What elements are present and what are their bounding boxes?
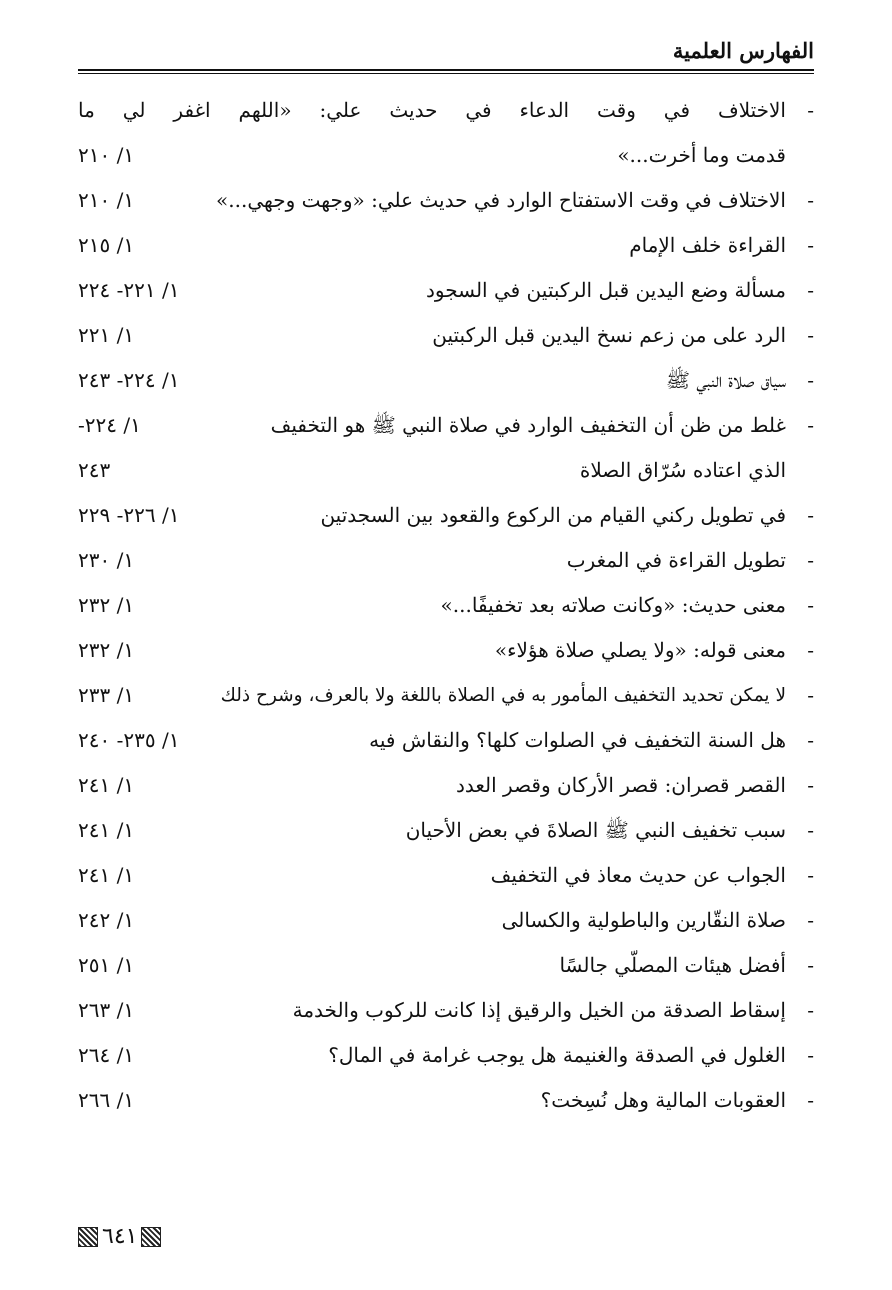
index-entry xyxy=(78,493,814,538)
entry-text: في تطويل ركني القيام من الركوع والقعود بين السجدتين xyxy=(320,503,786,527)
entry-dash: - xyxy=(807,638,814,662)
entry-page-ref-start: ١/ ٢٢٤- xyxy=(78,413,141,437)
entry-text: معنى قوله: «ولا يصلي صلاة هؤلاء» xyxy=(494,638,786,662)
entry-page-ref: ١/ ٢٣٠ xyxy=(78,548,135,572)
index-entry xyxy=(78,583,814,628)
page-number: ٦٤١ xyxy=(102,1224,138,1249)
entry-text-continued: قدمت وما أخرت...» xyxy=(617,143,786,167)
header-rule-thick xyxy=(78,69,814,71)
entry-text: الرد على من زعم نسخ اليدين قبل الركبتين xyxy=(432,323,786,347)
index-entry xyxy=(78,538,814,583)
index-entry xyxy=(78,628,814,673)
entry-page-ref: ١/ ٢١٠ xyxy=(78,188,135,212)
index-entry xyxy=(78,763,814,808)
entry-text: غلط من ظن أن التخفيف الوارد في صلاة النبي ﷺ هو التخفيف xyxy=(270,413,786,437)
index-entry xyxy=(78,268,814,313)
entry-dash: - xyxy=(807,953,814,977)
entry-text: الاختلاف في وقت الدعاء في حديث علي: «اللهم اغفر لي ما xyxy=(78,98,786,122)
ornament-left-icon xyxy=(141,1227,161,1247)
entry-text: الغلول في الصدقة والغنيمة هل يوجب غرامة في المال؟ xyxy=(328,1043,786,1067)
entry-page-ref: ١/ ٢٢٦- ٢٢٩ xyxy=(78,503,180,527)
entry-dash: - xyxy=(807,683,814,707)
entry-page-ref: ١/ ٢٢٤- ٢٤٣ xyxy=(78,368,180,392)
entry-page-ref: ١/ ٢٤١ xyxy=(78,863,135,887)
entry-page-ref: ١/ ٢٦٣ xyxy=(78,998,135,1022)
entry-text-continued: الذي اعتاده سُرّاق الصلاة xyxy=(579,458,786,482)
index-entry xyxy=(78,313,814,358)
entry-text: الجواب عن حديث معاذ في التخفيف xyxy=(490,863,786,887)
entry-text: الاختلاف في وقت الاستفتاح الوارد في حديث علي: «وجهت وجهي...» xyxy=(216,188,786,212)
entry-dash: - xyxy=(807,1088,814,1112)
entry-dash: - xyxy=(807,98,814,122)
index-entry xyxy=(78,358,814,403)
entry-dash: - xyxy=(807,323,814,347)
entry-dash: - xyxy=(807,1043,814,1067)
entry-dash: - xyxy=(807,413,814,437)
index-entry xyxy=(78,853,814,898)
entry-page-ref: ١/ ٢٤٢ xyxy=(78,908,135,932)
entry-dash: - xyxy=(807,233,814,257)
entry-page-ref: ١/ ٢٥١ xyxy=(78,953,135,977)
index-entry xyxy=(78,403,814,493)
index-entry xyxy=(78,718,814,763)
entry-text: معنى حديث: «وكانت صلاته بعد تخفيفًا...» xyxy=(440,593,786,617)
entry-text: سبب تخفيف النبي ﷺ الصلاةَ في بعض الأحيان xyxy=(405,818,786,842)
entry-page-ref: ١/ ٢٣٥- ٢٤٠ xyxy=(78,728,180,752)
header-rule-thin xyxy=(78,73,814,74)
entry-dash: - xyxy=(807,368,814,392)
entry-page-ref: ١/ ٢٤١ xyxy=(78,773,135,797)
entry-dash: - xyxy=(807,728,814,752)
entry-text: إسقاط الصدقة من الخيل والرقيق إذا كانت للركوب والخدمة xyxy=(292,998,786,1022)
page-title: الفهارس العلمية xyxy=(672,38,814,63)
entry-dash: - xyxy=(807,773,814,797)
entry-dash: - xyxy=(807,908,814,932)
index-entry xyxy=(78,1033,814,1078)
entry-page-ref: ١/ ٢٢١- ٢٢٤ xyxy=(78,278,180,302)
entry-page-ref: ١/ ٢١٠ xyxy=(78,143,135,167)
entry-text: تطويل القراءة في المغرب xyxy=(566,548,786,572)
entry-text: القصر قصران: قصر الأركان وقصر العدد xyxy=(455,773,786,797)
entry-text: صلاة النقّارين والباطولية والكسالى xyxy=(501,908,786,932)
ornament-right-icon xyxy=(78,1227,98,1247)
entry-dash: - xyxy=(807,503,814,527)
index-entry xyxy=(78,673,814,718)
page-footer xyxy=(78,1224,161,1250)
page-header xyxy=(78,34,814,68)
index-entry xyxy=(78,223,814,268)
entry-page-ref: ١/ ٢٣٢ xyxy=(78,593,135,617)
entry-dash: - xyxy=(807,998,814,1022)
entry-page-ref: ٢٤٣ xyxy=(78,458,111,482)
entry-page-ref: ١/ ٢٣٢ xyxy=(78,638,135,662)
entry-text: هل السنة التخفيف في الصلوات كلها؟ والنقاش فيه xyxy=(369,728,786,752)
entry-text: سياق صلاة النبي ﷺ xyxy=(665,368,786,392)
entry-page-ref: ١/ ٢٢١ xyxy=(78,323,135,347)
index-page xyxy=(78,34,814,1254)
index-entry xyxy=(78,1078,814,1123)
index-entry xyxy=(78,898,814,943)
entry-text: أفضل هيئات المصلّي جالسًا xyxy=(559,953,786,977)
entry-page-ref: ١/ ٢٣٣ xyxy=(78,683,135,707)
index-entries xyxy=(78,88,814,1123)
entry-text: العقوبات المالية وهل نُسِخت؟ xyxy=(540,1088,786,1112)
entry-dash: - xyxy=(807,278,814,302)
entry-page-ref: ١/ ٢٦٦ xyxy=(78,1088,135,1112)
index-entry xyxy=(78,808,814,853)
entry-page-ref: ١/ ٢٤١ xyxy=(78,818,135,842)
entry-dash: - xyxy=(807,188,814,212)
entry-dash: - xyxy=(807,818,814,842)
entry-page-ref: ١/ ٢١٥ xyxy=(78,233,135,257)
index-entry xyxy=(78,88,814,178)
entry-page-ref: ١/ ٢٦٤ xyxy=(78,1043,135,1067)
index-entry xyxy=(78,988,814,1033)
entry-dash: - xyxy=(807,863,814,887)
index-entry xyxy=(78,943,814,988)
entry-text: لا يمكن تحديد التخفيف المأمور به في الصلاة باللغة ولا بالعرف، وشرح ذلك xyxy=(220,685,786,706)
entry-dash: - xyxy=(807,593,814,617)
entry-text: مسألة وضع اليدين قبل الركبتين في السجود xyxy=(425,278,786,302)
entry-dash: - xyxy=(807,548,814,572)
index-entry xyxy=(78,178,814,223)
entry-text: القراءة خلف الإمام xyxy=(629,233,786,257)
